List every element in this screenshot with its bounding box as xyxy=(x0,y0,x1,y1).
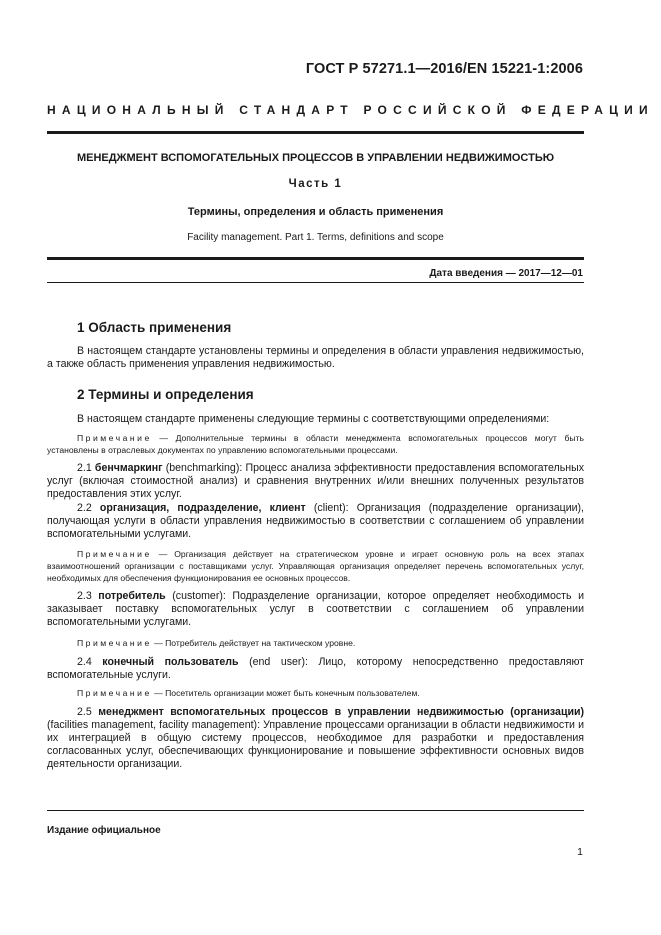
term-name: организация, подразделение, клиент xyxy=(99,502,306,514)
term-2-4: 2.4 конечный пользователь (end user): Лицо, которому непосредственно предоставляют вспомогательные услуги. xyxy=(47,656,585,681)
note: Примечание — Потребитель действует на тактическом уровне. xyxy=(77,638,356,648)
national-standard-title: НАЦИОНАЛЬНЫЙ СТАНДАРТ РОССИЙСКОЙ ФЕДЕРАЦИИ xyxy=(47,103,654,117)
date-divider xyxy=(47,282,584,283)
term-2-1: 2.1 бенчмаркинг (benchmarking): Процесс анализа эффективности предоставления вспомогательных услуг (включая стоимостной анализ) и сравнения внутренних и/или внешних полученных результатов предоставления этих услуг. xyxy=(47,462,584,500)
effective-date: Дата введения — 2017—12—01 xyxy=(429,268,583,279)
section-2-heading: 2 Термины и определения xyxy=(77,387,254,402)
footer-divider xyxy=(47,810,584,811)
english-title: Facility management. Part 1. Terms, definitions and scope xyxy=(187,232,444,243)
term-name: конечный пользователь xyxy=(102,656,239,668)
standard-code: ГОСТ Р 57271.1—2016/EN 15221-1:2006 xyxy=(305,61,583,77)
term-2-2: 2.2 организация, подразделение, клиент (client): Организация (подразделение организации), получающая услуги в области управления недвижимостью в соответствии с соглашением об управлении вспомогательными услугами. xyxy=(47,502,585,540)
term-2-5: 2.5 менеджмент вспомогательных процессов в управлении недвижимостью (организации) (facilities management, facility management): Управление процессами организации в области недвижимости и их интеграцией в общую систему процессов, необходимое для разработки и предоставления согласованных услуг, обеспечивающих функционирование и повышение эффективности основных видов деятельности организации. xyxy=(47,706,585,770)
document-title: МЕНЕДЖМЕНТ ВСПОМОГАТЕЛЬНЫХ ПРОЦЕССОВ В УПРАВЛЕНИИ НЕДВИЖИМОСТЬЮ xyxy=(76,152,555,164)
part-label: Часть 1 xyxy=(288,178,343,190)
section-1-heading: 1 Область применения xyxy=(77,320,232,335)
official-edition: Издание официальное xyxy=(47,825,161,836)
page-number: 1 xyxy=(577,846,583,858)
note: Примечание — Организация действует на стратегическом уровне и играет основную роль на всех этапах взаимоотношений организации с поставщиками услуг. Управляющая организация определяет перечень вспомогательных услуг, необходимых для обеспечения функционирования ее основных процессов. xyxy=(47,549,584,583)
note: Примечание — Дополнительные термины в области менеджмента вспомогательных процессов могут быть установлены в отраслевых документах по управлению вспомогательными процессами. xyxy=(47,433,584,455)
title-divider xyxy=(47,257,584,260)
section-1-text: В настоящем стандарте установлены термины и определения в области управления недвижимостью, а также область применения управления недвижимостью. xyxy=(47,345,584,370)
term-name: менеджмент вспомогательных процессов в управлении недвижимостью (организации) xyxy=(98,706,585,718)
header-divider xyxy=(47,131,584,134)
term-name: бенчмаркинг xyxy=(94,462,163,474)
document-subtitle: Термины, определения и область применения xyxy=(187,206,444,218)
section-2-intro: В настоящем стандарте применены следующие термины с соответствующими определениями: xyxy=(77,413,550,425)
term-2-3: 2.3 потребитель (customer): Подразделение организации, которое определяет необходимость и заказывает поставку вспомогательных услуг в соответствии с соглашением об управлении вспомогательными услугами. xyxy=(47,590,584,628)
note-label: Примечание xyxy=(77,433,152,443)
term-name: потребитель xyxy=(98,590,166,602)
note: Примечание — Посетитель организации может быть конечным пользователем. xyxy=(77,688,420,698)
